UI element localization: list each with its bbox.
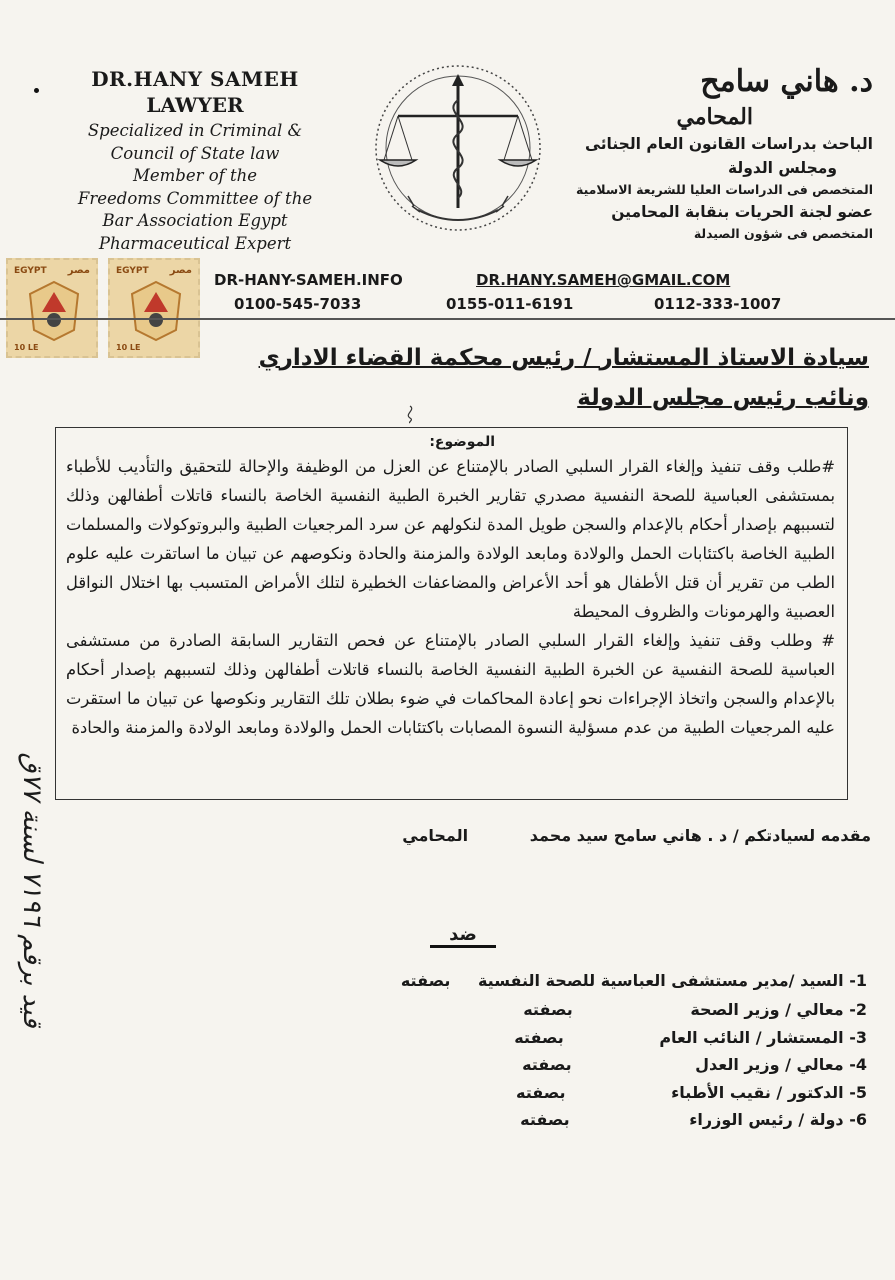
respondent-name: معالي / وزير العدل [695,1055,844,1074]
credential-line-ar: المتخصص فى الدراسات العليا للشريعة الاسلامية [575,182,873,197]
respondent-number: 4- [849,1055,867,1074]
respondent-name: معالي / وزير الصحة [690,1000,844,1019]
credential-line-ar: الباحث بدراسات القانون العام الجنائى [585,135,873,153]
stamp-value: 10 LE [116,343,141,352]
respondent-capacity: بصفته [523,1000,573,1019]
credential-line: Member of the [132,166,258,185]
letterhead-arabic [543,62,873,244]
phone-number: 0112-333-1007 [654,295,782,313]
stamp-country-ar: مصر [67,265,90,276]
revenue-stamp [6,258,98,358]
credential-line: Council of State law [110,143,280,163]
credential-line: Specialized in Criminal & [87,121,303,140]
respondent-item [347,1107,867,1133]
respondent-name: المستشار / النائب العام [659,1028,844,1047]
credential-line: Freedoms Committee of the [77,188,313,208]
respondent-number: 1- [849,971,867,990]
ink-dot [34,88,39,93]
respondent-item [347,997,867,1023]
credential-line: Pharmaceutical Expert [98,233,292,253]
subject-paragraph: # وطلب وقف تنفيذ وإلغاء القرار السلبي الصادر بالإمتناع عن فحص التقارير السابقة الصادرة من مستشفى العباسية للصحة النفسية عن الخبرة الطبية النفسية الخاصة بالنساء قاتلات أطفالهن وذلك لتسببهم بإصدار أحكام بالإعدام والسجن واتخاذ الإجراءات نحو إعادة المحاكمات في ضوء بطلان تلك التقارير ونكوصها عن تبيان ما استقرت عليه المرجعيات الطبية من عدم مسؤلية النسوة المصابات باكتئابات الحمل والولادة ومابعد الولادة والمزمنة والحادة [66,631,835,737]
subject-box [55,427,848,800]
stamp-country-ar: مصر [169,265,192,276]
respondent-item [347,968,867,994]
respondent-number: 3- [849,1028,867,1047]
respondent-number: 5- [849,1083,867,1102]
respondent-item [347,1052,867,1078]
stamp-emblem-icon [26,280,82,342]
presented-by [311,826,871,845]
respondent-name: الدكتور / نقيب الأطباء [671,1083,844,1102]
handwritten-text: قيد برقم ٧١٩٦ لسنة ٧٧ق [17,752,47,1028]
phone-number: 0155-011-6191 [446,295,574,313]
respondent-capacity: بصفته [522,1055,572,1074]
stamp-country: EGYPT [14,266,47,276]
respondent-item [347,1080,867,1106]
respondent-capacity: بصفته [520,1110,570,1129]
respondent-number: 2- [849,1000,867,1019]
website: DR-HANY-SAMEH.INFO [214,271,403,289]
lawyer-title-en: LAWYER [146,93,244,117]
respondent-capacity: بصفته [514,1028,564,1047]
addressee: سيادة الاستاذ المستشار / رئيس محكمة القضاء الاداري ونائب رئيس مجلس الدولة [258,345,869,411]
respondent-name: دولة / رئيس الوزراء [689,1110,844,1129]
credential-line-ar: ومجلس الدولة [728,159,837,177]
respondent-name: السيد /مدير مستشفى العباسية للصحة النفسية [477,971,844,990]
presented-by-role: المحامي [402,826,469,845]
respondent-capacity: بصفته [400,971,451,990]
handwritten-registration-note [4,640,60,1140]
scales-of-justice-logo [358,60,558,236]
lawyer-name-en: DR.HANY SAMEH [91,67,299,91]
stamp-emblem-icon [128,280,184,342]
stamp-value: 10 LE [14,343,39,352]
respondent-capacity: بصفته [515,1083,566,1102]
email: DR.HANY.SAMEH@GMAIL.COM [476,271,731,289]
revenue-stamp [108,258,200,358]
phone-number: 0100-545-7033 [234,295,362,313]
credential-line: Bar Association Egypt [102,211,288,230]
respondent-item [347,1025,867,1051]
respondent-number: 6- [849,1110,867,1129]
presented-by-name: مقدمه لسيادتكم / د . هاني سامح سيد محمد [529,826,871,845]
stamp-country: EGYPT [116,266,149,276]
subject-paragraph: #طلب وقف تنفيذ وإلغاء القرار السلبي الصادر بالإمتناع عن العزل من الوظيفة والإحالة للتحقيق والتأديب للأطباء بمستشفى العباسية للصحة النفسية مصدري تقارير الخبرة الطبية النفسية الخاصة بالنساء قاتلات أطفالهن وذلك لتسببهم بإصدار أحكام بالإعدام والسجن طويل المدة لنكولهم عن سرد المرجعيات الطبية والبروتوكولات والمسلمات الطبية الخاصة باكتئابات الحمل والولادة ومابعد الولادة والمزمنة والحادة ونكوصهم عن تبيان ما اساتقرت عليه علوم الطب من تقرير أن قتل الأطفال هو أحد الأعراض والمضاعفات الخطيرة لتلك الأمراض المتسبب بها اختلال النواقل العصبية والهرمونات والظروف المحيطة [66,457,835,621]
credential-line-ar: المتخصص فى شؤون الصيدلة [693,226,873,241]
subject-label: الموضوع: [429,434,495,450]
credential-line-ar: عضو لجنة الحريات بنقابة المحامين [611,203,873,221]
letterhead-english [60,66,330,255]
against-label: ضد [430,924,496,948]
letterhead-divider [0,318,895,320]
signature-role-ar: المحامي [676,104,753,130]
pen-mark-icon [402,404,418,424]
signature-name-ar: د. هاني سامح [700,64,873,99]
